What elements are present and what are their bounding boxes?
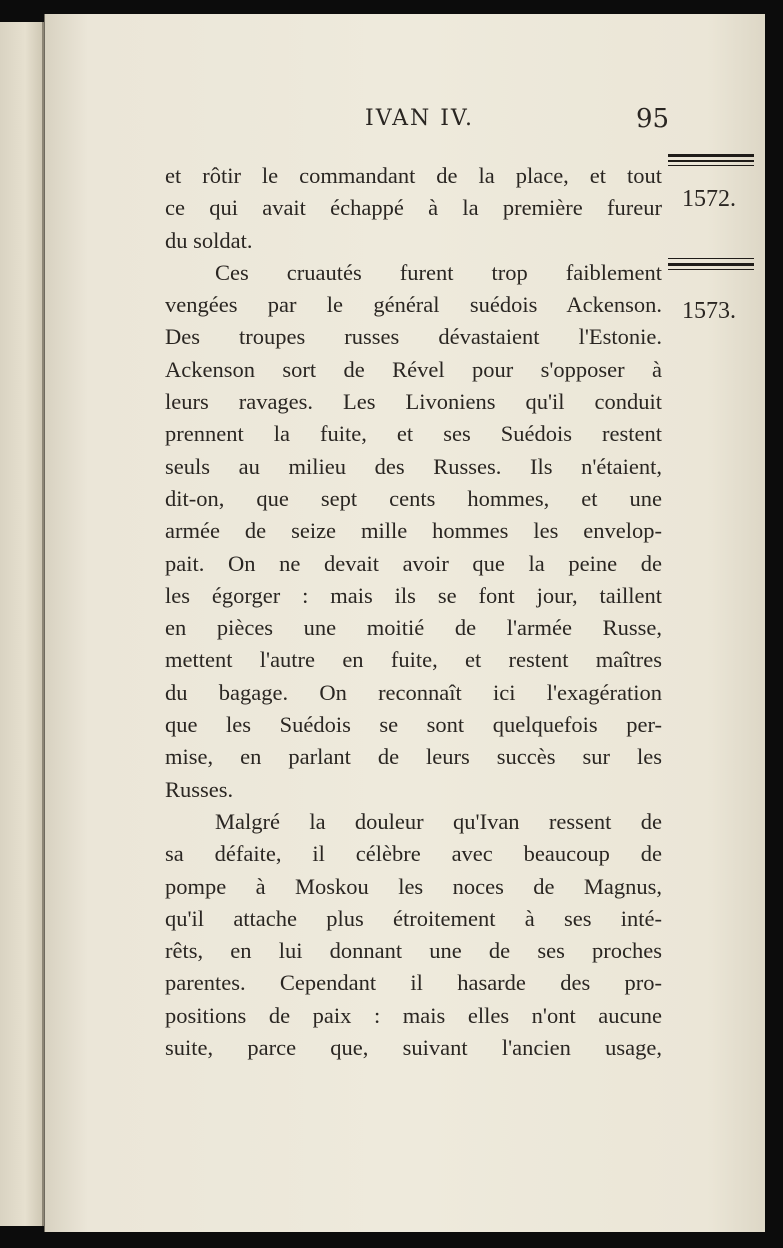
book-page [44, 14, 765, 1232]
text-line: suite, parce que, suivant l'ancien usage, [165, 1035, 662, 1061]
text-line: Des troupes russes dévastaient l'Estonie. [165, 324, 662, 350]
running-head-title: IVAN IV. [365, 106, 474, 131]
facing-page-edge [0, 22, 44, 1226]
text-line: Ackenson sort de Rével pour s'opposer à [165, 356, 662, 382]
page-number: 95 [636, 104, 670, 134]
text-line: dit-on, que sept cents hommes, et une [165, 485, 662, 511]
text-line: ce qui avait échappé à la première fureur [165, 195, 662, 221]
text-line: que les Suédois se sont quelquefois per- [165, 712, 662, 738]
text-line: Russes. [165, 776, 234, 802]
text-line: du soldat. [165, 227, 253, 253]
text-line: rêts, en lui donnant une de ses proches [165, 938, 662, 964]
text-line: Ces cruautés furent trop faiblement [215, 259, 662, 285]
text-line: pait. On ne devait avoir que la peine de [165, 550, 662, 576]
text-line: vengées par le général suédois Ackenson. [165, 292, 662, 318]
text-line: armée de seize mille hommes les envelop- [165, 518, 662, 544]
text-line: les égorger : mais ils se font jour, taillent [165, 582, 662, 608]
text-line: qu'il attache plus étroitement à ses inté- [165, 905, 662, 931]
text-line: mettent l'autre en fuite, et restent maîtres [165, 647, 662, 673]
text-line: du bagage. On reconnaît ici l'exagération [165, 679, 662, 705]
margin-date-1573: 1573. [682, 298, 736, 324]
body-text [165, 160, 662, 1064]
text-line: parentes. Cependant il hasarde des pro- [165, 970, 662, 996]
text-line: prennent la fuite, et ses Suédois restent [165, 421, 662, 447]
text-line: et rôtir le commandant de la place, et tout [165, 163, 662, 188]
margin-date-1572: 1572. [682, 186, 736, 212]
text-line: sa défaite, il célèbre avec beaucoup de [165, 841, 662, 867]
text-line: mise, en parlant de leurs succès sur les [165, 744, 662, 770]
text-line: pompe à Moskou les noces de Magnus, [165, 873, 662, 899]
text-line: Malgré la douleur qu'Ivan ressent de [215, 808, 662, 834]
margin-rule [668, 154, 754, 168]
text-line: seuls au milieu des Russes. Ils n'étaient, [165, 453, 662, 479]
text-line: positions de paix : mais elles n'ont aucune [165, 1002, 662, 1028]
text-line: en pièces une moitié de l'armée Russe, [165, 615, 662, 641]
text-line: leurs ravages. Les Livoniens qu'il conduit [165, 389, 662, 415]
margin-rule [668, 258, 754, 272]
